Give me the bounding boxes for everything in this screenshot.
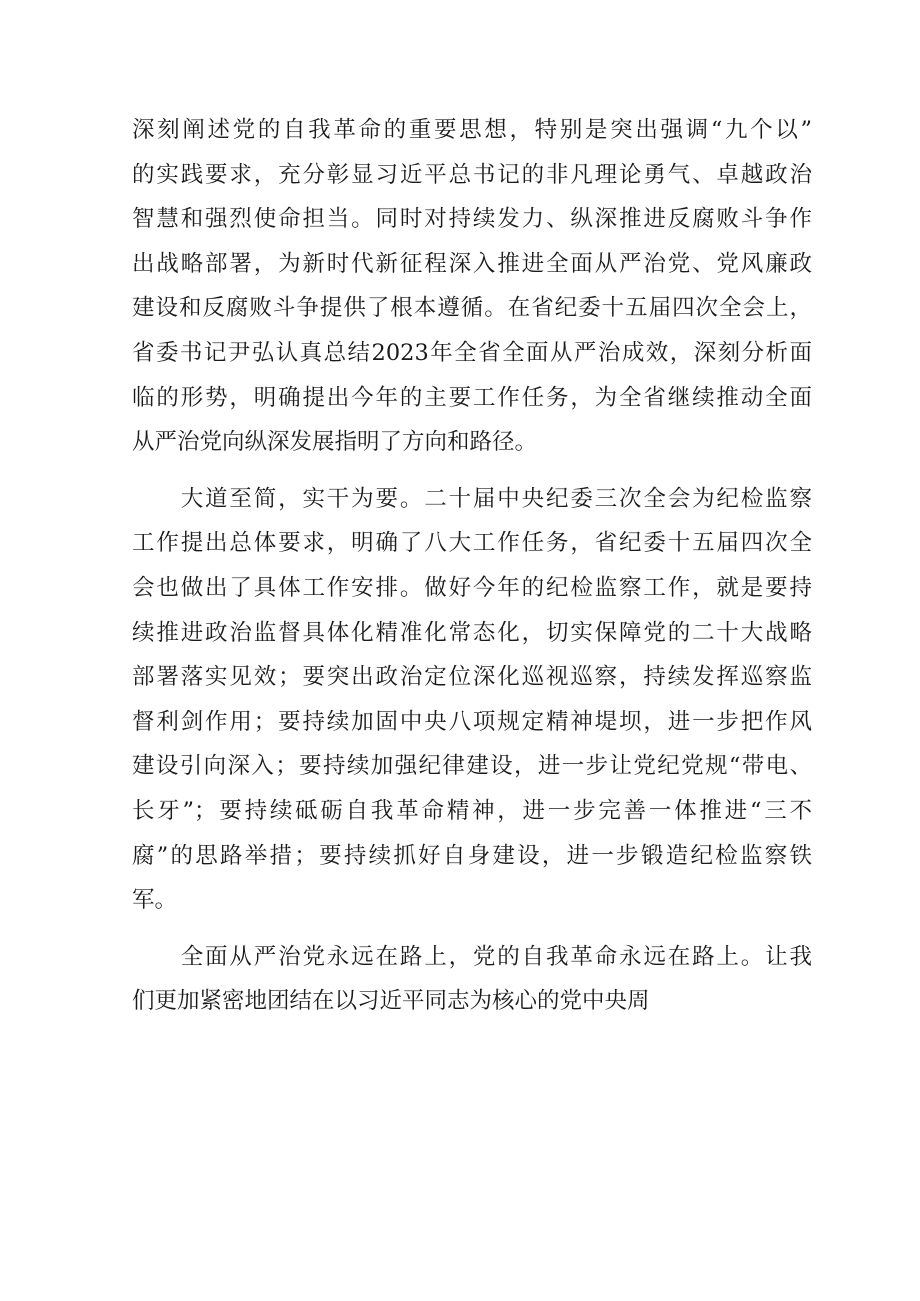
text-line: 会也做出了具体工作安排。做好今年的纪检监察工作，就是要持 — [132, 574, 812, 601]
text-line: 深刻阐述党的自我革命的重要思想，特别是突出强调“九个以” — [132, 117, 812, 143]
text-line: 建设和反腐败斗争提供了根本遵循。在省纪委十五届四次全会上， — [132, 295, 812, 322]
text-line: 省委书记尹弘认真总结2023年全省全面从严治成效，深刻分析面 — [132, 339, 812, 366]
text-line: 大道至简，实干为要。二十届中央纪委三次全会为纪检监察 — [132, 485, 812, 512]
text-line: 们更加紧密地团结在以习近平同志为核心的党中央周 — [132, 988, 650, 1015]
text-line: 出战略部署，为新时代新征程深入推进全面从严治党、党风廉政 — [132, 250, 812, 277]
text-line: 腐”的思路举措；要持续抓好自身建设，进一步锻造纪检监察铁 — [132, 842, 812, 869]
text-line: 的实践要求，充分彰显习近平总书记的非凡理论勇气、卓越政治 — [132, 161, 812, 188]
text-line: 续推进政治监督具体化精准化常态化，切实保障党的二十大战略 — [132, 619, 812, 646]
text-line: 部署落实见效；要突出政治定位深化巡视巡察，持续发挥巡察监 — [132, 664, 812, 691]
text-line: 督利剑作用；要持续加固中央八项规定精神堤坝，进一步把作风 — [132, 708, 812, 735]
paragraph-1 — [132, 108, 812, 465]
paragraph-2 — [132, 477, 812, 923]
text-line: 长牙”；要持续砥砺自我革命精神，进一步完善一体推进“三不 — [132, 797, 812, 824]
text-line: 全面从严治党永远在路上，党的自我革命永远在路上。让我 — [132, 943, 812, 970]
text-line: 从严治党向纵深发展指明了方向和路径。 — [132, 429, 538, 456]
text-line: 智慧和强烈使命担当。同时对持续发力、纵深推进反腐败斗争作 — [132, 206, 812, 233]
text-line: 临的形势，明确提出今年的主要工作任务，为全省继续推动全面 — [132, 384, 812, 411]
paragraph-spacer — [132, 465, 812, 477]
paragraph-spacer — [132, 923, 812, 935]
document-body — [132, 108, 812, 1024]
text-line: 建设引向深入；要持续加强纪律建设，进一步让党纪党规“带电、 — [132, 753, 812, 780]
text-line: 工作提出总体要求，明确了八大工作任务，省纪委十五届四次全 — [132, 530, 812, 557]
text-line: 军。 — [132, 887, 178, 914]
paragraph-3 — [132, 935, 812, 1024]
